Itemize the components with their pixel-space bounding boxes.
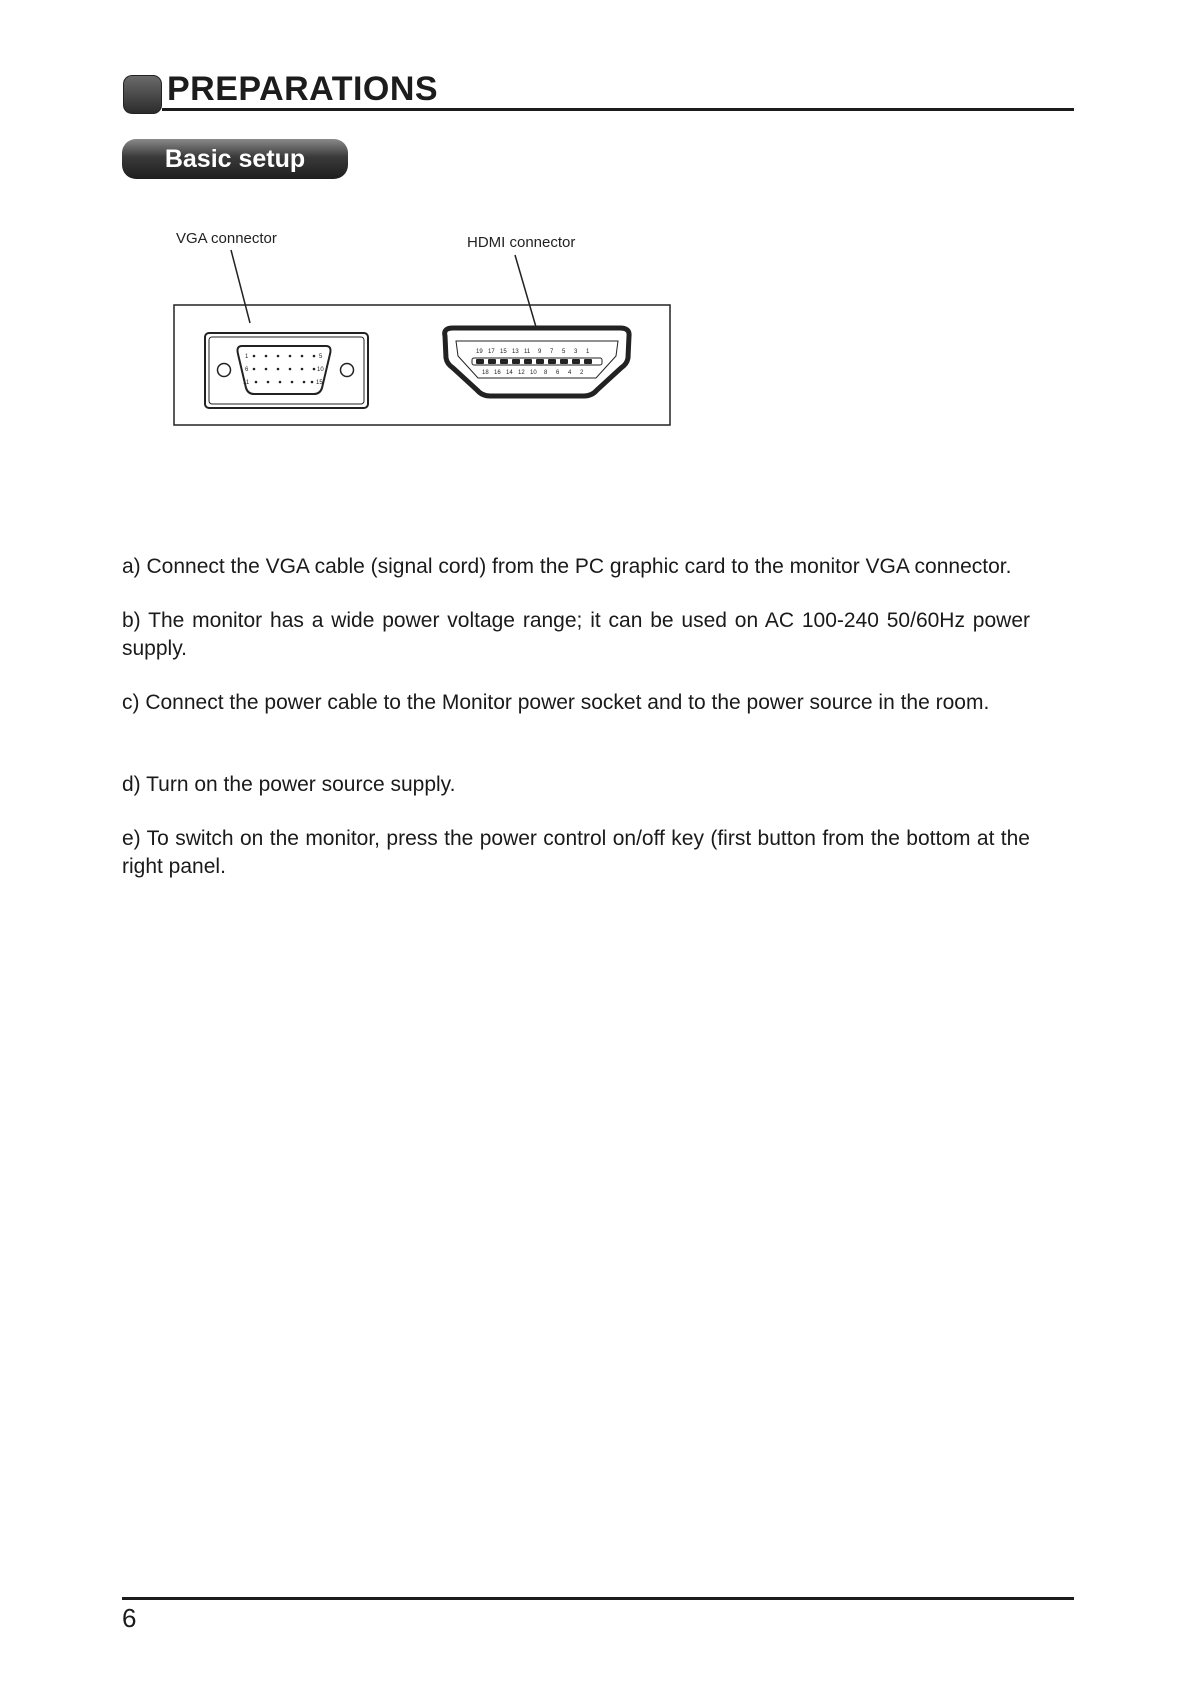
hdmi-pin-label: 5 bbox=[562, 349, 566, 355]
section-bullet-icon bbox=[123, 75, 162, 114]
hdmi-pin-label: 11 bbox=[524, 349, 531, 355]
hdmi-pin-label: 13 bbox=[512, 349, 519, 355]
hdmi-pin-label: 7 bbox=[550, 349, 554, 355]
connector-diagram bbox=[160, 220, 680, 440]
vga-pin-label: 11 bbox=[243, 380, 250, 386]
hdmi-leader-line bbox=[515, 255, 536, 327]
hdmi-pin-label: 4 bbox=[568, 370, 572, 376]
hdmi-pin-label: 10 bbox=[530, 370, 537, 376]
section-tab-basic-setup: Basic setup bbox=[122, 139, 348, 179]
vga-connector-label: VGA connector bbox=[176, 230, 277, 247]
hdmi-pin-label: 3 bbox=[574, 349, 578, 355]
hdmi-pin-label: 17 bbox=[488, 349, 495, 355]
hdmi-connector-label: HDMI connector bbox=[467, 234, 576, 251]
header-divider bbox=[162, 108, 1074, 111]
vga-leader-line bbox=[231, 250, 250, 323]
hdmi-pin-label: 15 bbox=[500, 349, 507, 355]
hdmi-pin-label: 14 bbox=[506, 370, 513, 376]
vga-connector-icon bbox=[205, 333, 368, 408]
connector-panel-illustration bbox=[160, 220, 680, 440]
footer-divider bbox=[122, 1597, 1074, 1600]
hdmi-pin-label: 12 bbox=[518, 370, 525, 376]
hdmi-pin-label: 6 bbox=[556, 370, 560, 376]
hdmi-connector-icon bbox=[445, 328, 629, 396]
hdmi-pin-label: 2 bbox=[580, 370, 584, 376]
page-number: 6 bbox=[122, 1603, 137, 1633]
instruction-a: a) Connect the VGA cable (signal cord) from the PC graphic card to the monitor VGA connector. bbox=[122, 555, 1012, 578]
instruction-d: d) Turn on the power source supply. bbox=[122, 773, 456, 796]
vga-pin-label: 5 bbox=[319, 354, 323, 360]
instruction-b: b) The monitor has a wide power voltage range; it can be used on AC 100-240 50/60Hz power supply. bbox=[122, 609, 1030, 660]
page-title: PREPARATIONS bbox=[167, 70, 439, 108]
vga-pin-label: 1 bbox=[245, 354, 249, 360]
hdmi-pin-label: 19 bbox=[476, 349, 483, 355]
vga-pin-label: 15 bbox=[316, 380, 323, 386]
hdmi-pin-label: 8 bbox=[544, 370, 548, 376]
hdmi-pin-label: 18 bbox=[482, 370, 489, 376]
vga-pin-label: 6 bbox=[245, 367, 249, 373]
hdmi-pin-label: 9 bbox=[538, 349, 542, 355]
vga-pin-label: 10 bbox=[317, 367, 324, 373]
hdmi-pin-label: 16 bbox=[494, 370, 501, 376]
hdmi-pin-label: 1 bbox=[586, 349, 590, 355]
instruction-e: e) To switch on the monitor, press the power control on/off key (first button from the bottom at the right panel. bbox=[122, 827, 1030, 878]
instruction-c: c) Connect the power cable to the Monitor power socket and to the power source in the room. bbox=[122, 691, 990, 714]
